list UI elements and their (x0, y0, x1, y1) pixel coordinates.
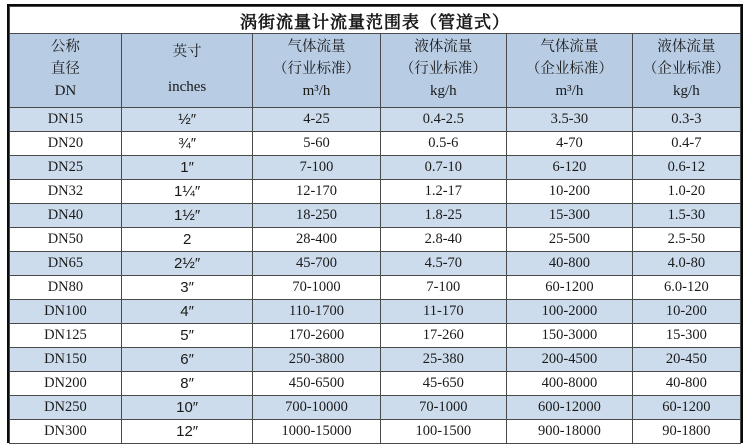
cell-inches: 6″ (121, 348, 253, 372)
header-line: 气体流量 (287, 39, 346, 55)
cell-liquid-enterprise: 40-800 (632, 372, 740, 396)
cell-gas-enterprise: 4-70 (507, 132, 633, 156)
cell-dn: DN65 (10, 252, 122, 276)
cell-liquid-industry: 0.5-6 (380, 132, 506, 156)
header-unit: m³/h (555, 82, 584, 99)
title-row (10, 7, 741, 34)
cell-liquid-enterprise: 60-1200 (632, 396, 740, 420)
cell-gas-industry: 12-170 (253, 180, 380, 204)
cell-liquid-enterprise: 0.6-12 (632, 156, 740, 180)
table-row (10, 420, 741, 444)
header-line: 英寸 (172, 44, 202, 60)
cell-gas-industry: 7-100 (253, 156, 380, 180)
table-title: 涡街流量计流量范围表（管道式） (10, 7, 741, 34)
cell-liquid-enterprise: 0.3-3 (632, 108, 740, 132)
cell-liquid-industry: 100-1500 (380, 420, 506, 444)
cell-gas-enterprise: 600-12000 (507, 396, 633, 420)
col-header-nominal-diameter (10, 34, 122, 108)
flow-range-table (9, 6, 741, 444)
cell-gas-industry: 5-60 (253, 132, 380, 156)
cell-liquid-industry: 7-100 (380, 276, 506, 300)
cell-liquid-industry: 4.5-70 (380, 252, 506, 276)
cell-inches: 8″ (121, 372, 253, 396)
cell-liquid-enterprise: 20-450 (632, 348, 740, 372)
col-header-liquid-enterprise (632, 34, 740, 108)
col-header-gas-enterprise (507, 34, 633, 108)
cell-inches: 1″ (121, 156, 253, 180)
cell-liquid-enterprise: 1.0-20 (632, 180, 740, 204)
cell-liquid-industry: 45-650 (380, 372, 506, 396)
header-line: inches (167, 78, 207, 95)
table-row (10, 396, 741, 420)
cell-dn: DN150 (10, 348, 122, 372)
table-row (10, 204, 741, 228)
table-row (10, 348, 741, 372)
cell-dn: DN125 (10, 324, 122, 348)
cell-liquid-enterprise: 2.5-50 (632, 228, 740, 252)
cell-gas-industry: 110-1700 (253, 300, 380, 324)
cell-gas-enterprise: 10-200 (507, 180, 633, 204)
cell-gas-industry: 4-25 (253, 108, 380, 132)
header-line: 直径 (50, 60, 80, 77)
table-row (10, 180, 741, 204)
cell-liquid-enterprise: 10-200 (632, 300, 740, 324)
cell-inches: 3″ (121, 276, 253, 300)
table-row (10, 252, 741, 276)
cell-gas-industry: 1000-15000 (253, 420, 380, 444)
cell-dn: DN15 (10, 108, 122, 132)
cell-liquid-industry: 0.7-10 (380, 156, 506, 180)
cell-gas-industry: 450-6500 (253, 372, 380, 396)
cell-gas-enterprise: 3.5-30 (507, 108, 633, 132)
table-row (10, 156, 741, 180)
cell-gas-enterprise: 900-18000 (507, 420, 633, 444)
cell-gas-enterprise: 40-800 (507, 252, 633, 276)
cell-inches: ½″ (121, 108, 253, 132)
cell-dn: DN20 (10, 132, 122, 156)
header-line: （企业标准） (642, 60, 730, 77)
cell-liquid-industry: 1.8-25 (380, 204, 506, 228)
cell-inches: 2 (121, 228, 253, 252)
cell-inches: 4″ (121, 300, 253, 324)
cell-inches: 2½″ (121, 252, 253, 276)
cell-dn: DN80 (10, 276, 122, 300)
flow-range-table-container (7, 4, 743, 443)
cell-liquid-enterprise: 1.5-30 (632, 204, 740, 228)
cell-gas-industry: 70-1000 (253, 276, 380, 300)
header-line: DN (54, 82, 77, 99)
header-line: 气体流量 (540, 39, 599, 55)
table-row (10, 324, 741, 348)
cell-inches: 12″ (121, 420, 253, 444)
cell-liquid-industry: 2.8-40 (380, 228, 506, 252)
cell-inches: 5″ (121, 324, 253, 348)
cell-gas-enterprise: 6-120 (507, 156, 633, 180)
col-header-liquid-industry (380, 34, 506, 108)
cell-liquid-industry: 17-260 (380, 324, 506, 348)
cell-dn: DN32 (10, 180, 122, 204)
header-line: 液体流量 (657, 39, 716, 55)
table-row (10, 228, 741, 252)
cell-gas-enterprise: 100-2000 (507, 300, 633, 324)
cell-gas-enterprise: 25-500 (507, 228, 633, 252)
cell-gas-enterprise: 400-8000 (507, 372, 633, 396)
cell-gas-enterprise: 150-3000 (507, 324, 633, 348)
cell-gas-enterprise: 15-300 (507, 204, 633, 228)
cell-inches: ¾″ (121, 132, 253, 156)
cell-liquid-enterprise: 90-1800 (632, 420, 740, 444)
header-line: （行业标准） (273, 60, 360, 77)
cell-inches: 10″ (121, 396, 253, 420)
cell-liquid-industry: 25-380 (380, 348, 506, 372)
cell-gas-industry: 170-2600 (253, 324, 380, 348)
header-row (10, 34, 741, 108)
cell-gas-industry: 45-700 (253, 252, 380, 276)
cell-dn: DN40 (10, 204, 122, 228)
header-unit: kg/h (673, 82, 700, 99)
col-header-inches (121, 34, 253, 108)
table-row (10, 300, 741, 324)
table-row (10, 132, 741, 156)
cell-liquid-enterprise: 0.4-7 (632, 132, 740, 156)
cell-gas-industry: 28-400 (253, 228, 380, 252)
cell-dn: DN250 (10, 396, 122, 420)
table-row (10, 276, 741, 300)
cell-liquid-enterprise: 4.0-80 (632, 252, 740, 276)
cell-liquid-enterprise: 6.0-120 (632, 276, 740, 300)
table-row (10, 108, 741, 132)
cell-inches: 1½″ (121, 204, 253, 228)
col-header-gas-industry (253, 34, 380, 108)
cell-liquid-industry: 70-1000 (380, 396, 506, 420)
header-unit: m³/h (302, 82, 331, 99)
cell-liquid-industry: 1.2-17 (380, 180, 506, 204)
cell-dn: DN200 (10, 372, 122, 396)
header-unit: kg/h (429, 82, 457, 99)
cell-gas-enterprise: 60-1200 (507, 276, 633, 300)
header-line: （行业标准） (399, 60, 487, 77)
header-line: 公称 (50, 39, 80, 55)
table-row (10, 372, 741, 396)
cell-gas-industry: 250-3800 (253, 348, 380, 372)
cell-inches: 1¼″ (121, 180, 253, 204)
cell-liquid-enterprise: 15-300 (632, 324, 740, 348)
cell-dn: DN100 (10, 300, 122, 324)
header-line: 液体流量 (414, 39, 473, 55)
header-line: （企业标准） (525, 60, 613, 77)
cell-liquid-industry: 0.4-2.5 (380, 108, 506, 132)
cell-dn: DN300 (10, 420, 122, 444)
cell-dn: DN25 (10, 156, 122, 180)
table-body (10, 108, 741, 444)
cell-dn: DN50 (10, 228, 122, 252)
cell-gas-industry: 700-10000 (253, 396, 380, 420)
cell-gas-industry: 18-250 (253, 204, 380, 228)
cell-liquid-industry: 11-170 (380, 300, 506, 324)
cell-gas-enterprise: 200-4500 (507, 348, 633, 372)
